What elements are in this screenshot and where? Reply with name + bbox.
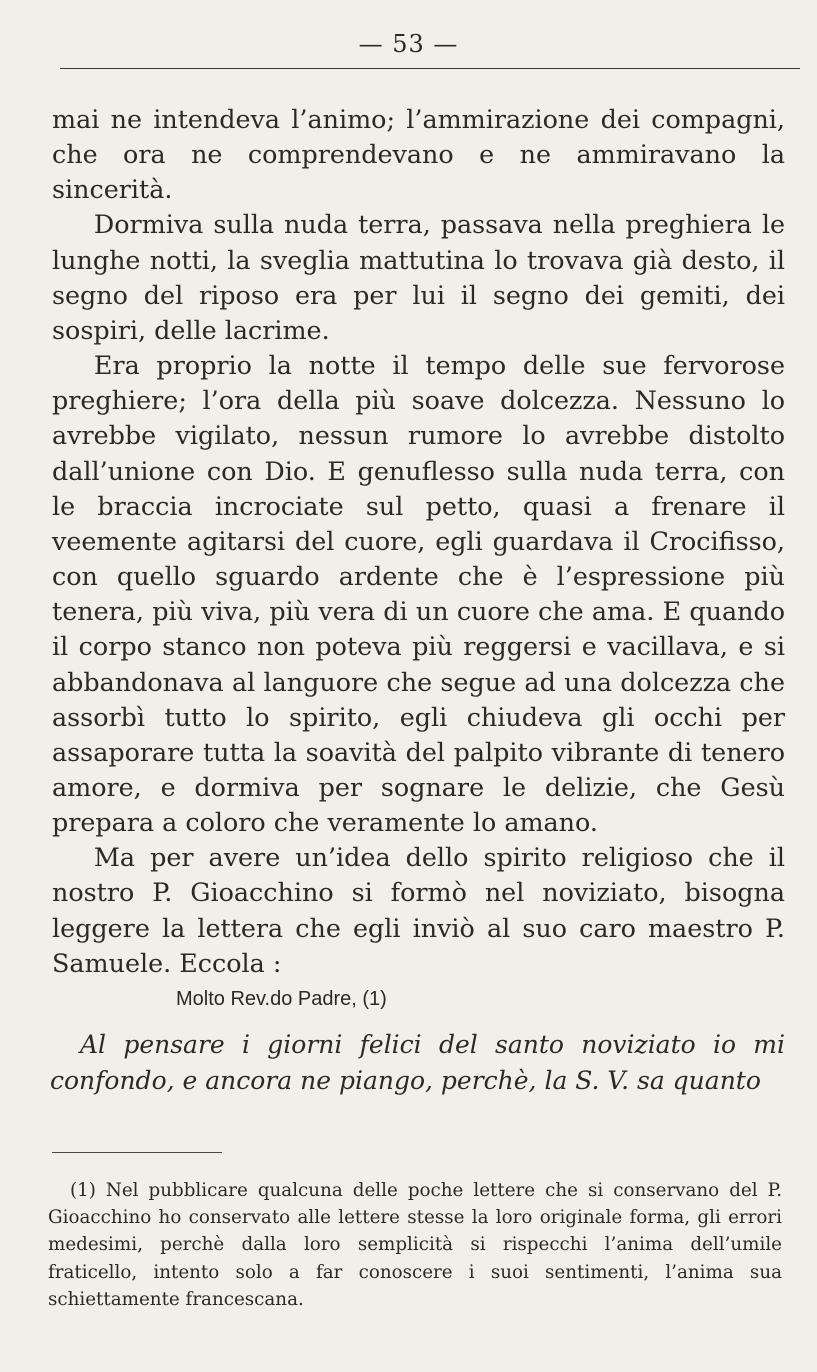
footnote (48, 1177, 782, 1313)
paragraph-2: Dormiva sulla nuda terra, passava nella preghiera le lunghe notti, la sveglia mattutina lo trovava già desto, il segno del riposo era per lui il segno dei gemiti, dei sospiri, delle lacrime. (52, 209, 785, 345)
header-rule (60, 68, 800, 69)
letter-salutation: Molto Rev.do Padre, (1) (176, 988, 387, 1010)
page-number: — 53 — (358, 30, 459, 58)
paragraph-4: Ma per avere un’idea dello spirito religioso che il nostro P. Gioacchino si formò nel noviziato, bisogna leggere la lettera che egli inviò al suo caro maestro P. Samuele. Eccola : (52, 842, 785, 978)
footnote-text: (1) Nel pubblicare qualcuna delle poche lettere che si conservano del P. Gioacchino ho conservato alle lettere stesse la loro originale forma, gli errori medesimi, perchè dalla loro semplicità si rispecchi l’anima dell’umile fraticello, intento solo a far conoscere i suoi sentimenti, l’anima sua schiettamente francescana. (48, 1180, 782, 1310)
letter-paragraph: Al pensare i giorni felici del santo noviziato io mi confondo, e ancora ne piango, perchè, la S. V. sa quanto (50, 1030, 785, 1095)
letter-text (50, 1027, 785, 1099)
paragraph-3: Era proprio la notte il tempo delle sue fervorose preghiere; l’ora della più soave dolcezza. Nessuno lo avrebbe vigilato, nessun rumore lo avrebbe distolto dall’unione con Dio. E genuflesso sulla nuda terra, con le braccia incrociate sul petto, quasi a frenare il veemente agitarsi del cuore, egli guardava il Crocifisso, con quello sguardo ardente che è l’espressione più tenera, più viva, più vera di un cuore che ama. E quando il corpo stanco non poteva più reggersi e vacillava, e si abbandonava al languore che segue ad una dolcezza che assorbì tutto lo spirito, egli chiudeva gli occhi per assaporare tutta la soavità del palpito vibrante di tenero amore, e dormiva per sognare le delizie, che Gesù prepara a coloro che veramente lo amano. (52, 350, 785, 838)
footnote-rule (52, 1152, 222, 1153)
main-text (52, 102, 785, 981)
paragraph-1: mai ne intendeva l’animo; l’ammirazione dei compagni, che ora ne comprendevano e ne ammiravano la sincerità. (52, 104, 785, 205)
